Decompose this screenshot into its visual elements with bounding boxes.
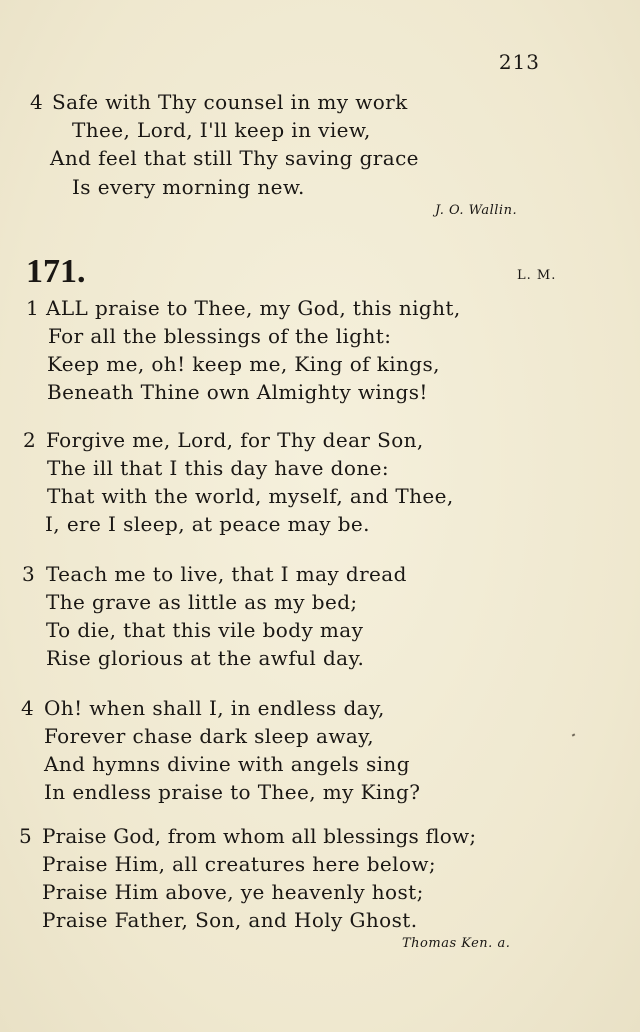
stanza-number: 1 — [26, 296, 39, 320]
stanza-number: 4 — [21, 696, 34, 720]
hymn-number: 171. — [26, 253, 86, 290]
verse-line: Forever chase dark sleep away, — [44, 724, 374, 748]
verse-line: Forgive me, Lord, for Thy dear Son, — [46, 428, 424, 452]
page-number: 213 — [498, 50, 540, 74]
verse-line: Is every morning new. — [72, 175, 305, 199]
verse-line: Oh! when shall I, in endless day, — [44, 696, 385, 720]
previous-hymn-author: J. O. Wallin. — [435, 203, 518, 218]
stanza-number: 2 — [23, 428, 36, 452]
stanza-number: 3 — [22, 562, 35, 586]
stanza-number: 5 — [19, 824, 32, 848]
verse-line: To die, that this vile body may — [46, 618, 364, 642]
verse-line: And feel that still Thy saving grace — [50, 146, 419, 170]
verse-line: Thee, Lord, I'll keep in view, — [72, 118, 371, 142]
hymn-meter: L. M. — [517, 268, 557, 283]
verse-line: Praise God, from whom all blessings flow; — [42, 824, 477, 848]
verse-line: Teach me to live, that I may dread — [46, 562, 407, 586]
verse-line: Keep me, oh! keep me, King of kings, — [47, 352, 440, 376]
ink-speck — [572, 733, 576, 736]
hymn-author: Thomas Ken. a. — [402, 936, 511, 951]
verse-line: For all the blessings of the light: — [48, 324, 392, 348]
verse-line: The grave as little as my bed; — [46, 590, 358, 614]
verse-line: ALL praise to Thee, my God, this night, — [46, 296, 461, 320]
verse-line: In endless praise to Thee, my King? — [44, 780, 421, 804]
verse-line: I, ere I sleep, at peace may be. — [45, 512, 370, 536]
verse-line: Praise Father, Son, and Holy Ghost. — [42, 908, 418, 932]
verse-line: And hymns divine with angels sing — [44, 752, 410, 776]
verse-line: Praise Him above, ye heavenly host; — [42, 880, 424, 904]
verse-line: Rise glorious at the awful day. — [46, 646, 365, 670]
stanza-number: 4 — [30, 90, 43, 114]
verse-line: Praise Him, all creatures here below; — [42, 852, 437, 876]
verse-line: That with the world, myself, and Thee, — [47, 484, 454, 508]
verse-line: Safe with Thy counsel in my work — [52, 90, 408, 114]
verse-line: Beneath Thine own Almighty wings! — [47, 380, 428, 404]
verse-line: The ill that I this day have done: — [47, 456, 389, 480]
